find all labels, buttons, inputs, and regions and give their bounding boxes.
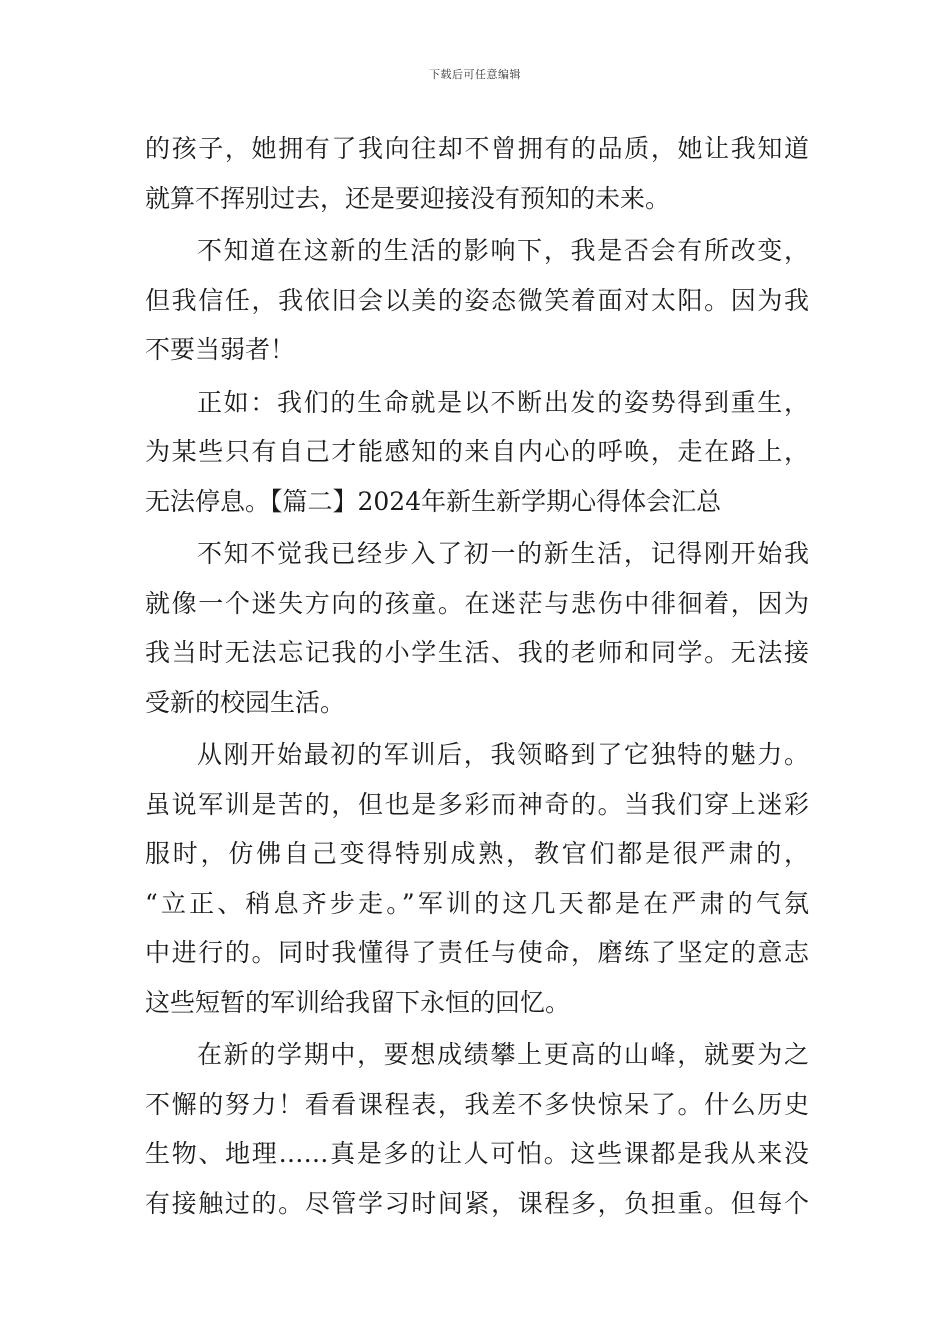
text-line: 在新的学期中，要想成绩攀上更高的山峰，就要为之 [197, 1040, 809, 1069]
text-line: 受新的校园生活。 [145, 687, 346, 717]
text-line: 不知道在这新的生活的影响下，我是否会有所改变， [197, 236, 809, 265]
text-line: 服时，仿佛自己变得特别成熟，教官们都是很严肃的， [145, 839, 809, 868]
paragraph-2 [145, 226, 809, 375]
text-line: 虽说军训是苦的，但也是多彩而神奇的。当我们穿上迷彩 [145, 789, 809, 819]
paragraph-4 [145, 529, 809, 727]
text-line: 无法停息。【篇二】2024年新生新学期心得体会汇总 [145, 486, 722, 516]
text-line: 不懈的努力！看看课程表，我差不多快惊呆了。什么历史 [145, 1089, 809, 1119]
text-line: 中进行的。同时我懂得了责任与使命，磨练了坚定的意志 [145, 938, 809, 967]
paragraph-6 [145, 1030, 809, 1228]
text-line: 正如：我们的生命就是以不断出发的姿势得到重生， [197, 387, 809, 417]
text-line: 这些短暂的军训给我留下永恒的回忆。 [145, 987, 571, 1017]
text-line: 生物、地理……真是多的让人可怕。这些课都是我从来没 [145, 1139, 809, 1168]
text-line: 从刚开始最初的军训后，我领略到了它独特的魅力。 [197, 740, 809, 769]
text-line: 不要当弱者！ [145, 335, 296, 364]
document-body [145, 124, 809, 1228]
page-header: 下载后可任意编辑 [429, 68, 521, 81]
text-line: 不知不觉我已经步入了初一的新生活，记得刚开始我 [197, 539, 809, 568]
text-line: “立正、稍息齐步走。”军训的这几天都是在严肃的气氛 [145, 888, 809, 918]
text-line: 但我信任，我依旧会以美的姿态微笑着面对太阳。因为我 [145, 285, 809, 315]
text-line: 我当时无法忘记我的小学生活、我的老师和同学。无法接 [145, 638, 809, 667]
text-line: 就算不挥别过去，还是要迎接没有预知的未来。 [145, 183, 671, 213]
text-line: 有接触过的。尽管学习时间紧，课程多，负担重。但每个 [145, 1188, 809, 1218]
paragraph-5 [145, 730, 809, 1027]
paragraph-1 [145, 124, 809, 223]
text-line: 的孩子，她拥有了我向往却不曾拥有的品质，她让我知道 [145, 134, 809, 163]
text-line: 就像一个迷失方向的孩童。在迷茫与悲伤中徘徊着，因为 [145, 588, 809, 618]
paragraph-3 [145, 378, 809, 527]
text-line: 为某些只有自己才能感知的来自内心的呼唤，走在路上， [145, 437, 809, 466]
